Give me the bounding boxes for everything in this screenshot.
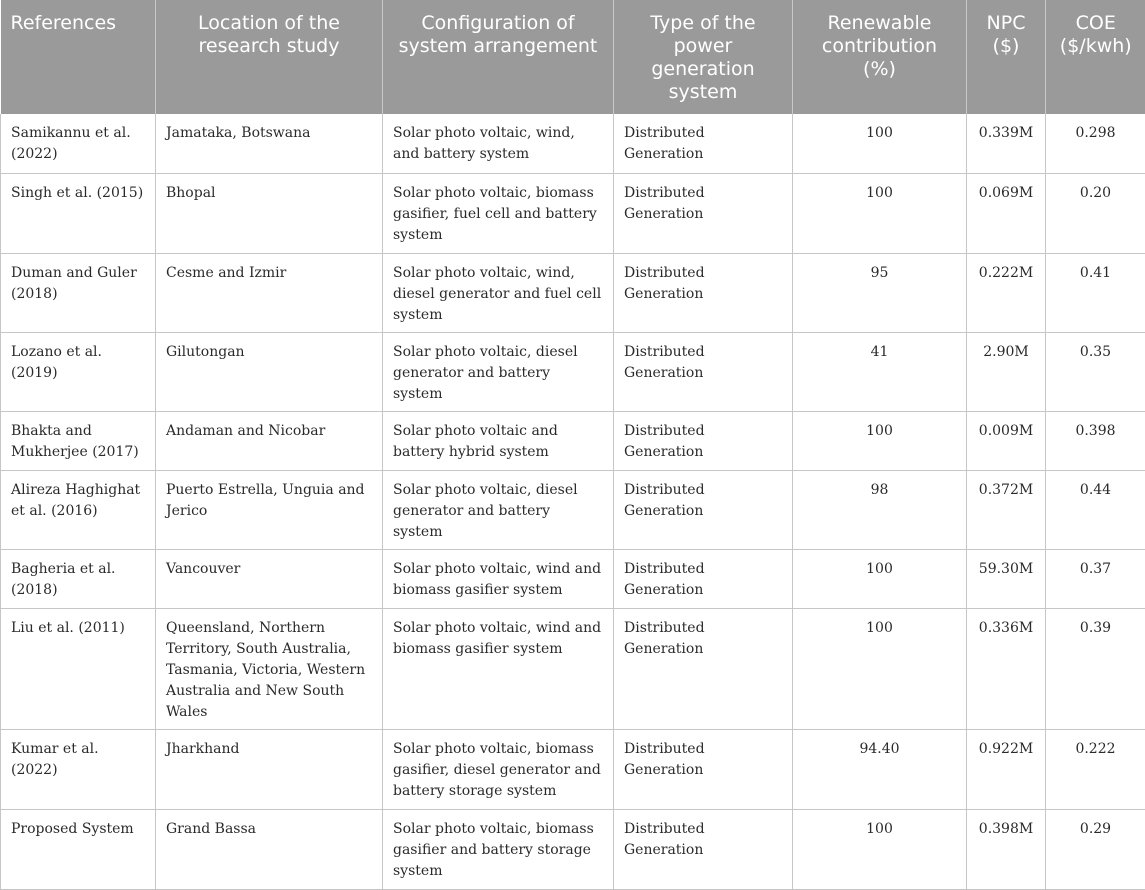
cell-reference: Alireza Haghighat et al. (2016) [1,470,156,549]
table-row [1,809,1145,889]
cell-configuration: Solar photo voltaic, wind, and battery system [383,114,614,173]
cell-reference: Duman and Guler (2018) [1,253,156,332]
header-coe: COE ($/kwh) [1046,0,1145,114]
cell-renewable: 100 [793,549,967,608]
cell-renewable: 95 [793,253,967,332]
cell-configuration: Solar photo voltaic, wind and biomass gasifier system [383,608,614,729]
cell-renewable: 41 [793,332,967,411]
table-row [1,608,1145,729]
cell-reference: Liu et al. (2011) [1,608,156,729]
header-configuration: Configuration of system arrangement [383,0,614,114]
cell-generation-type: Distributed Generation [614,608,793,729]
cell-npc: 0.009M [967,411,1046,470]
cell-configuration: Solar photo voltaic, wind, diesel generator and fuel cell system [383,253,614,332]
cell-location: Queensland, Northern Territory, South Australia, Tasmania, Victoria, Western Australia and New South Wales [156,608,383,729]
table-row [1,729,1145,809]
header-npc: NPC ($) [967,0,1046,114]
cell-coe: 0.39 [1046,608,1145,729]
cell-generation-type: Distributed Generation [614,253,793,332]
cell-location: Cesme and Izmir [156,253,383,332]
table-row [1,332,1145,411]
cell-reference: Proposed System [1,809,156,889]
cell-coe: 0.37 [1046,549,1145,608]
header-row [1,0,1145,114]
cell-reference: Lozano et al. (2019) [1,332,156,411]
cell-renewable: 98 [793,470,967,549]
cell-location: Bhopal [156,173,383,253]
cell-reference: Bhakta and Mukherjee (2017) [1,411,156,470]
table-row [1,470,1145,549]
cell-location: Jharkhand [156,729,383,809]
cell-npc: 2.90M [967,332,1046,411]
cell-npc: 0.339M [967,114,1046,173]
cell-configuration: Solar photo voltaic, diesel generator and battery system [383,332,614,411]
cell-coe: 0.398 [1046,411,1145,470]
cell-coe: 0.298 [1046,114,1145,173]
cell-npc: 0.398M [967,809,1046,889]
cell-reference: Kumar et al. (2022) [1,729,156,809]
cell-generation-type: Distributed Generation [614,173,793,253]
cell-renewable: 94.40 [793,729,967,809]
header-location: Location of the research study [156,0,383,114]
cell-configuration: Solar photo voltaic, biomass gasifier, diesel generator and battery storage system [383,729,614,809]
cell-npc: 0.069M [967,173,1046,253]
cell-location: Jamataka, Botswana [156,114,383,173]
cell-renewable: 100 [793,809,967,889]
cell-npc: 0.372M [967,470,1046,549]
cell-reference: Singh et al. (2015) [1,173,156,253]
cell-renewable: 100 [793,608,967,729]
table-row [1,549,1145,608]
cell-location: Puerto Estrella, Unguia and Jerico [156,470,383,549]
table-row [1,173,1145,253]
cell-renewable: 100 [793,114,967,173]
cell-generation-type: Distributed Generation [614,411,793,470]
cell-renewable: 100 [793,173,967,253]
cell-configuration: Solar photo voltaic and battery hybrid system [383,411,614,470]
cell-location: Gilutongan [156,332,383,411]
cell-configuration: Solar photo voltaic, diesel generator and battery system [383,470,614,549]
table-row [1,253,1145,332]
cell-configuration: Solar photo voltaic, biomass gasifier and battery storage system [383,809,614,889]
table-row [1,411,1145,470]
cell-coe: 0.29 [1046,809,1145,889]
cell-generation-type: Distributed Generation [614,114,793,173]
cell-generation-type: Distributed Generation [614,809,793,889]
cell-location: Andaman and Nicobar [156,411,383,470]
header-generation-type: Type of the power generation system [614,0,793,114]
cell-npc: 0.922M [967,729,1046,809]
cell-generation-type: Distributed Generation [614,470,793,549]
cell-coe: 0.222 [1046,729,1145,809]
cell-coe: 0.41 [1046,253,1145,332]
cell-generation-type: Distributed Generation [614,549,793,608]
cell-coe: 0.35 [1046,332,1145,411]
cell-generation-type: Distributed Generation [614,729,793,809]
cell-reference: Samikannu et al. (2022) [1,114,156,173]
cell-configuration: Solar photo voltaic, wind and biomass gasifier system [383,549,614,608]
cell-npc: 0.336M [967,608,1046,729]
cell-generation-type: Distributed Generation [614,332,793,411]
cell-renewable: 100 [793,411,967,470]
cell-location: Vancouver [156,549,383,608]
cell-coe: 0.20 [1046,173,1145,253]
cell-reference: Bagheria et al. (2018) [1,549,156,608]
cell-npc: 59.30M [967,549,1046,608]
table-row [1,114,1145,173]
cell-location: Grand Bassa [156,809,383,889]
cell-configuration: Solar photo voltaic, biomass gasifier, fuel cell and battery system [383,173,614,253]
header-references: References [1,0,156,114]
cell-npc: 0.222M [967,253,1046,332]
header-renewable-contribution: Renewable contribution (%) [793,0,967,114]
cell-coe: 0.44 [1046,470,1145,549]
